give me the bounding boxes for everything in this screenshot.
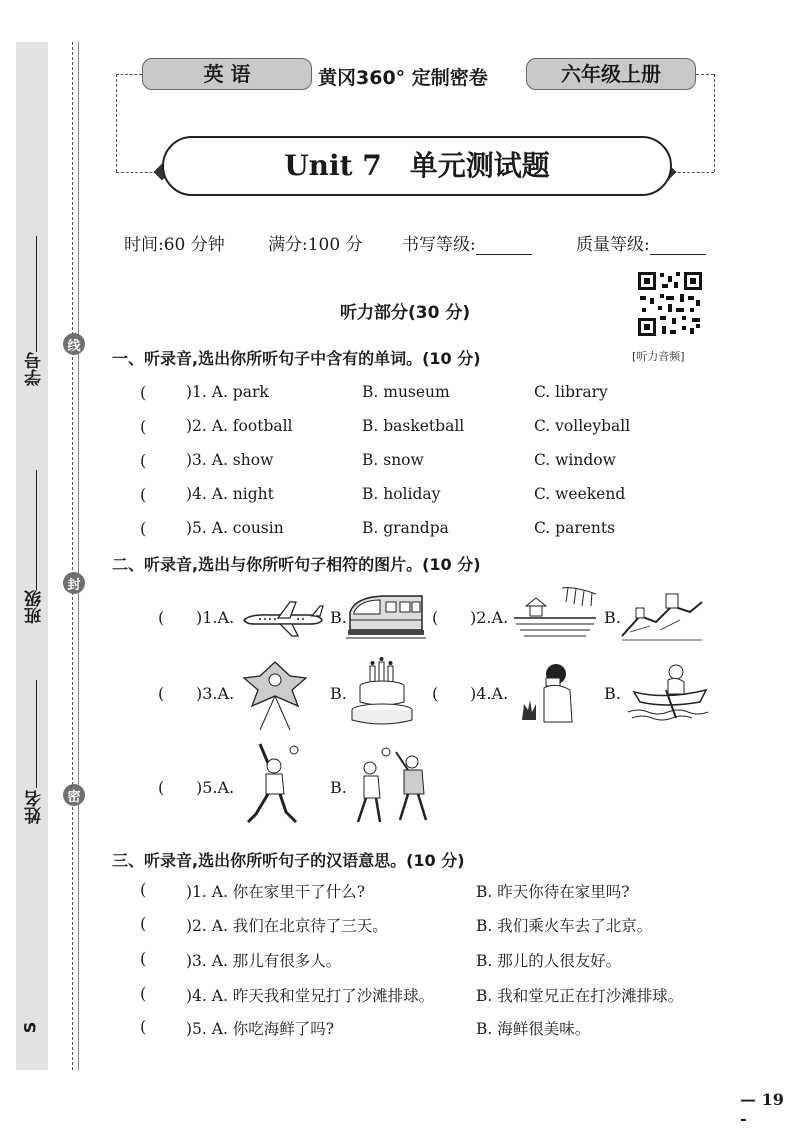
list-item — [140, 485, 660, 509]
seal-secret-mark: 密 — [63, 784, 85, 806]
answer-paren[interactable]: ( — [140, 949, 147, 968]
answer-paren[interactable]: ( — [432, 608, 439, 627]
option-b: B. 海鲜很美味。 — [476, 1020, 591, 1038]
option-b: B. grandpa — [362, 519, 449, 537]
great-wall-icon[interactable] — [620, 586, 704, 642]
option-a: )5. A. cousin — [186, 519, 284, 537]
seal-line-mark: 线 — [63, 333, 85, 355]
birthday-cake-icon[interactable] — [348, 656, 416, 728]
airplane-icon[interactable] — [240, 598, 324, 638]
list-item — [140, 1017, 720, 1041]
header-dash-left — [116, 74, 142, 75]
answer-paren[interactable]: ( — [140, 383, 147, 402]
option-c: C. volleyball — [534, 417, 631, 435]
option-b: B. snow — [362, 451, 424, 469]
header-dash-right — [696, 74, 714, 75]
series-name: 黄冈360° 定制密卷 — [318, 67, 488, 89]
section-3-title: 三、听录音,选出你所听句子的汉语意思。(10 分) — [112, 851, 465, 870]
option-a: )4. A. 昨天我和堂兄打了沙滩排球。 — [186, 987, 435, 1005]
pic-option-a-label: )1.A. — [196, 608, 235, 627]
pic-option-b-label: B. — [604, 684, 621, 703]
quality-grade — [576, 230, 706, 255]
option-a: )3. A. 那儿有很多人。 — [186, 952, 342, 970]
cut-line-solid — [78, 42, 79, 1070]
option-a: )2. A. football — [186, 417, 293, 435]
page-number: — 19 - — [740, 1090, 784, 1128]
answer-paren[interactable]: ( — [140, 451, 147, 470]
option-a: )4. A. night — [186, 485, 274, 503]
answer-paren[interactable]: ( — [140, 914, 147, 933]
photographer-icon[interactable] — [516, 660, 582, 724]
train-icon[interactable] — [346, 590, 426, 640]
subject-badge: 英 语 — [142, 58, 312, 90]
list-item — [140, 880, 720, 904]
option-a: )1. A. 你在家里干了什么? — [186, 883, 366, 901]
section-2-title: 二、听录音,选出与你所听句子相符的图片。(10 分) — [112, 555, 481, 574]
volleyball-players-icon[interactable] — [352, 742, 436, 826]
option-b: B. 那儿的人很友好。 — [476, 952, 622, 970]
option-a: )5. A. 你吃海鲜了吗? — [186, 1020, 335, 1038]
cut-line-dashed — [72, 42, 73, 1070]
quality-grade-blank — [650, 238, 706, 255]
answer-paren[interactable]: ( — [158, 684, 165, 703]
answer-paren[interactable]: ( — [140, 519, 147, 538]
answer-paren[interactable]: ( — [432, 684, 439, 703]
option-b: B. basketball — [362, 417, 465, 435]
student-no-line — [36, 236, 37, 352]
rowing-boat-icon[interactable] — [626, 660, 710, 722]
pic-option-b-label: B. — [604, 608, 621, 627]
list-item — [140, 451, 660, 475]
option-c: C. parents — [534, 519, 616, 537]
s-mark: S — [20, 1021, 40, 1034]
header-dash-left-v — [116, 74, 117, 172]
class-line — [36, 470, 37, 590]
list-item — [140, 914, 720, 938]
option-b: B. 我们乘火车去了北京。 — [476, 917, 653, 935]
answer-paren[interactable]: ( — [140, 880, 147, 899]
list-item — [140, 383, 660, 407]
pic-option-b-label: B. — [330, 684, 347, 703]
section-1-title: 一、听录音,选出你所听句子中含有的单词。(10 分) — [112, 349, 481, 368]
name-line — [36, 680, 37, 788]
pic-option-a-label: )3.A. — [196, 684, 235, 703]
option-b: B. holiday — [362, 485, 441, 503]
student-no-label: 学号 — [25, 352, 45, 386]
answer-paren[interactable]: ( — [140, 984, 147, 1003]
pic-option-a-label: )4.A. — [470, 684, 509, 703]
page-title: Unit 7 单元测试题 — [162, 136, 672, 196]
option-c: C. weekend — [534, 485, 626, 503]
option-a: )3. A. show — [186, 451, 274, 469]
name-label: 姓名 — [25, 790, 45, 824]
answer-paren[interactable]: ( — [158, 608, 165, 627]
time-info: 时间:60 分钟 — [124, 235, 225, 255]
pic-option-b-label: B. — [330, 608, 347, 627]
list-item — [140, 949, 720, 973]
answer-paren[interactable]: ( — [140, 485, 147, 504]
list-item — [140, 417, 660, 441]
option-b: B. museum — [362, 383, 450, 401]
pic-option-a-label: )5.A. — [196, 778, 235, 797]
kite-icon[interactable] — [240, 656, 310, 732]
answer-paren[interactable]: ( — [140, 1017, 147, 1036]
option-a: )2. A. 我们在北京待了三天。 — [186, 917, 388, 935]
writing-grade-label: 书写等级: — [402, 235, 476, 255]
answer-paren[interactable]: ( — [158, 778, 165, 797]
score-info: 满分:100 分 — [268, 235, 363, 255]
option-a: )1. A. park — [186, 383, 269, 401]
option-c: C. library — [534, 383, 608, 401]
seal-seal-mark: 封 — [63, 572, 85, 594]
option-c: C. window — [534, 451, 616, 469]
listening-title: 听力部分(30 分) — [340, 303, 471, 323]
binding-margin — [16, 42, 48, 1070]
lake-pavilion-icon[interactable] — [512, 584, 598, 640]
pic-option-a-label: )2.A. — [470, 608, 509, 627]
list-item — [140, 984, 720, 1008]
option-b: B. 昨天你待在家里吗? — [476, 883, 630, 901]
quality-grade-label: 质量等级: — [576, 235, 650, 255]
qr-code-icon[interactable] — [636, 270, 704, 338]
class-label: 班级 — [25, 590, 45, 624]
qr-caption: [听力音频] — [632, 350, 685, 363]
writing-grade — [402, 230, 532, 255]
grade-badge: 六年级上册 — [526, 58, 696, 90]
baseball-player-icon[interactable] — [240, 742, 310, 830]
list-item — [140, 519, 660, 543]
writing-grade-blank — [476, 238, 532, 255]
pic-option-b-label: B. — [330, 778, 347, 797]
header-dash-right-v — [714, 74, 715, 172]
option-b: B. 我和堂兄正在打沙滩排球。 — [476, 987, 684, 1005]
answer-paren[interactable]: ( — [140, 417, 147, 436]
